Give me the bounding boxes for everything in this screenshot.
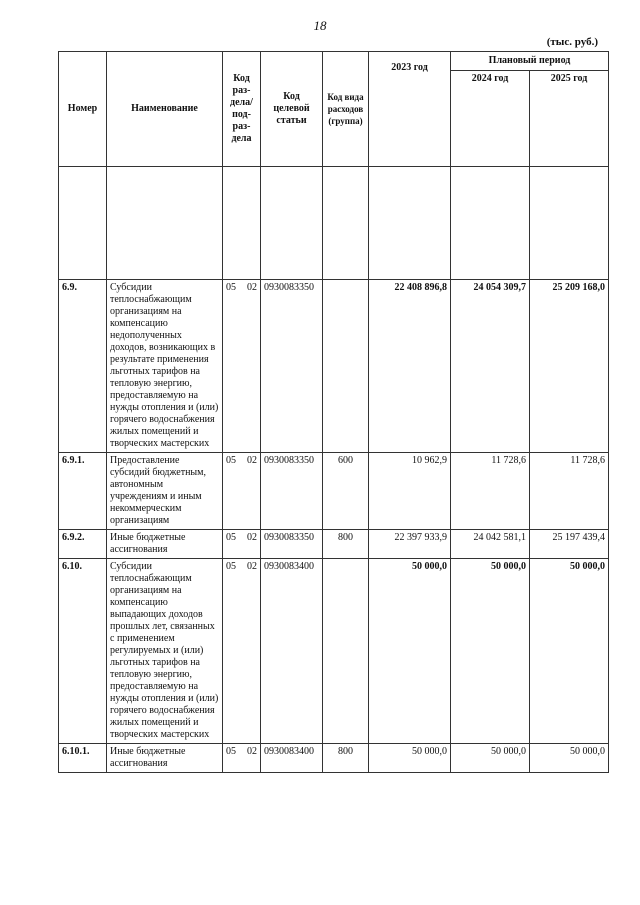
header-year-2024: 2024 год — [451, 71, 530, 167]
row-name: Иные бюджетные ассигнования — [107, 530, 223, 559]
row-section-code: 05 — [226, 561, 236, 572]
row-amount-2025: 11 728,6 — [530, 453, 609, 530]
row-amount-2023: 10 962,9 — [369, 453, 451, 530]
row-expense-type — [323, 559, 369, 744]
row-section-code: 05 — [226, 746, 236, 757]
row-amount-2024: 24 054 309,7 — [451, 280, 530, 453]
row-amount-2023: 50 000,0 — [369, 559, 451, 744]
table-row — [59, 559, 609, 744]
header-expense-type: Код вида расходов (группа) — [323, 52, 369, 167]
header-name: Наименование — [107, 52, 223, 167]
row-amount-2024: 11 728,6 — [451, 453, 530, 530]
table-row — [59, 453, 609, 530]
header-section: Код раз-дела/ под-раз-дела — [223, 52, 261, 167]
row-number: 6.9. — [59, 280, 107, 453]
header-year-2023: 2023 год — [369, 52, 451, 167]
row-name: Иные бюджетные ассигнования — [107, 744, 223, 773]
row-subsection-code: 02 — [247, 532, 257, 543]
row-target-article: 0930083350 — [261, 530, 323, 559]
row-subsection-code: 02 — [247, 746, 257, 757]
blank-row — [59, 167, 609, 280]
row-amount-2023: 22 397 933,9 — [369, 530, 451, 559]
row-expense-type: 800 — [323, 530, 369, 559]
row-amount-2025: 25 197 439,4 — [530, 530, 609, 559]
row-number: 6.10. — [59, 559, 107, 744]
table-body — [59, 167, 609, 773]
header-target-article: Код целевой статьи — [261, 52, 323, 167]
row-target-article: 0930083400 — [261, 559, 323, 744]
row-section — [223, 453, 261, 530]
row-section-code: 05 — [226, 455, 236, 466]
table-row — [59, 530, 609, 559]
row-expense-type — [323, 280, 369, 453]
header-year-2025: 2025 год — [530, 71, 609, 167]
row-number: 6.9.1. — [59, 453, 107, 530]
row-target-article: 0930083400 — [261, 744, 323, 773]
page-number: 18 — [313, 18, 327, 33]
row-subsection-code: 02 — [247, 282, 257, 293]
header-number: Номер — [59, 52, 107, 167]
row-section-code: 05 — [226, 282, 236, 293]
header-plan-period: Плановый период — [451, 52, 609, 71]
row-expense-type: 800 — [323, 744, 369, 773]
row-amount-2025: 50 000,0 — [530, 559, 609, 744]
row-section-code: 05 — [226, 532, 236, 543]
row-subsection-code: 02 — [247, 455, 257, 466]
row-target-article: 0930083350 — [261, 453, 323, 530]
row-name: Субсидии теплоснабжающим организациям на компенсацию выпадающих доходов прошлых лет, связанных с применением регулируемых и (или) льготных тарифов на тепловую энергию, предоставляемую на нужды отопления и (или) горячего водоснабжения жилых помещений и творческих мастерских — [107, 559, 223, 744]
row-number: 6.10.1. — [59, 744, 107, 773]
row-section — [223, 280, 261, 453]
table-row — [59, 744, 609, 773]
row-amount-2025: 50 000,0 — [530, 744, 609, 773]
row-amount-2023: 50 000,0 — [369, 744, 451, 773]
row-number: 6.9.2. — [59, 530, 107, 559]
row-amount-2024: 50 000,0 — [451, 559, 530, 744]
row-expense-type: 600 — [323, 453, 369, 530]
row-section — [223, 559, 261, 744]
row-amount-2024: 24 042 581,1 — [451, 530, 530, 559]
budget-table — [58, 51, 609, 773]
row-subsection-code: 02 — [247, 561, 257, 572]
row-section — [223, 530, 261, 559]
row-name: Предоставление субсидий бюджетным, автономным учреждениям и иным некоммерческим организациям — [107, 453, 223, 530]
table-row — [59, 280, 609, 453]
units-label: (тыс. руб.) — [546, 36, 598, 48]
row-section — [223, 744, 261, 773]
row-amount-2025: 25 209 168,0 — [530, 280, 609, 453]
row-target-article: 0930083350 — [261, 280, 323, 453]
row-amount-2024: 50 000,0 — [451, 744, 530, 773]
row-amount-2023: 22 408 896,8 — [369, 280, 451, 453]
row-name: Субсидии теплоснабжающим организациям на компенсацию недополученных доходов, возникающих в результате применения льготных тарифов на тепловую энергию, предоставляемую на нужды отопления и (или) горячего водоснабжения жилых помещений и творческих мастерских — [107, 280, 223, 453]
